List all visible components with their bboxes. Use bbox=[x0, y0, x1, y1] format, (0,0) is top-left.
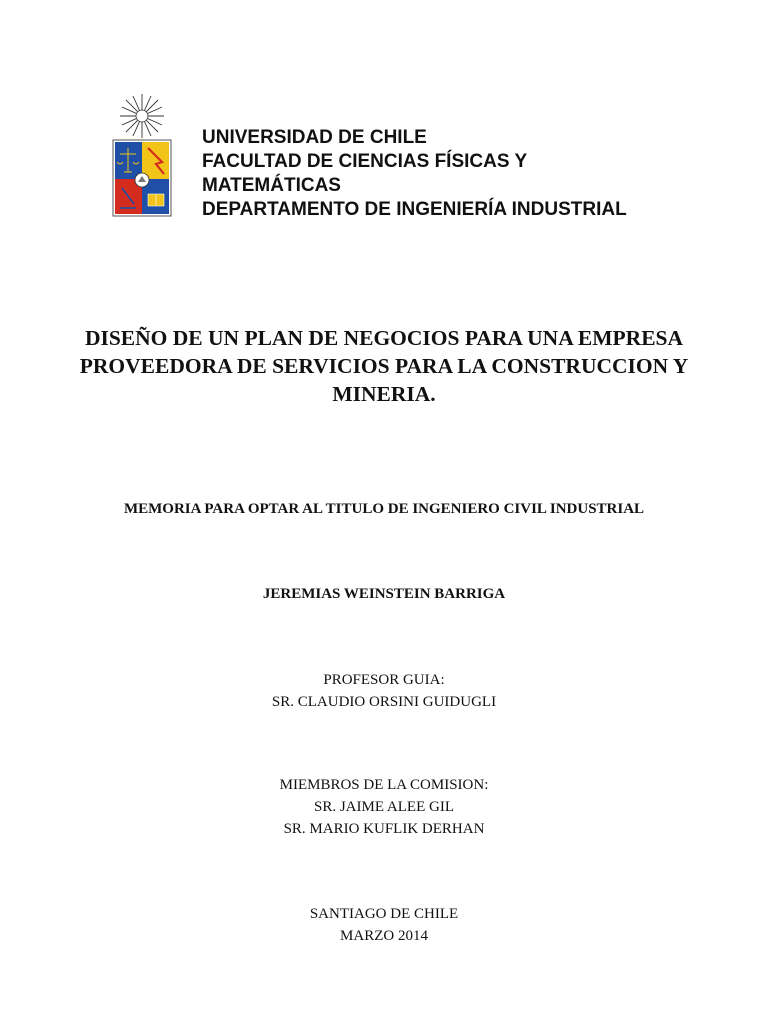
institution-line: MATEMÁTICAS bbox=[202, 175, 341, 196]
place: SANTIAGO DE CHILE bbox=[309, 906, 459, 922]
institution-header bbox=[112, 92, 732, 222]
thesis-title-line: MINERIA. bbox=[332, 382, 436, 406]
institution-name bbox=[202, 126, 742, 222]
advisor-name: SR. CLAUDIO ORSINI GUIDUGLI bbox=[271, 694, 497, 710]
committee-label: MIEMBROS DE LA COMISION: bbox=[279, 777, 489, 793]
thesis-title-line: DISEÑO DE UN PLAN DE NEGOCIOS PARA UNA EMPRESA bbox=[84, 326, 684, 350]
advisor-label: PROFESOR GUIA: bbox=[323, 672, 445, 688]
degree-statement: MEMORIA PARA OPTAR AL TITULO DE INGENIERO CIVIL INDUSTRIAL bbox=[123, 501, 645, 517]
committee-block bbox=[40, 774, 728, 840]
date: MARZO 2014 bbox=[340, 928, 428, 944]
university-coat-of-arms-logo bbox=[112, 92, 172, 220]
institution-line: DEPARTAMENTO DE INGENIERÍA INDUSTRIAL bbox=[202, 199, 627, 220]
institution-line: UNIVERSIDAD DE CHILE bbox=[202, 127, 427, 148]
author-name: JEREMIAS WEINSTEIN BARRIGA bbox=[262, 586, 506, 602]
committee-member: SR. JAIME ALEE GIL bbox=[314, 799, 454, 815]
thesis-title bbox=[60, 324, 708, 408]
advisor-block bbox=[40, 669, 728, 713]
thesis-title-line: PROVEEDORA DE SERVICIOS PARA LA CONSTRUCCION Y bbox=[79, 354, 689, 378]
institution-line: FACULTAD DE CIENCIAS FÍSICAS Y bbox=[202, 151, 528, 172]
committee-member: SR. MARIO KUFLIK DERHAN bbox=[283, 821, 485, 837]
place-date-block bbox=[40, 903, 728, 947]
